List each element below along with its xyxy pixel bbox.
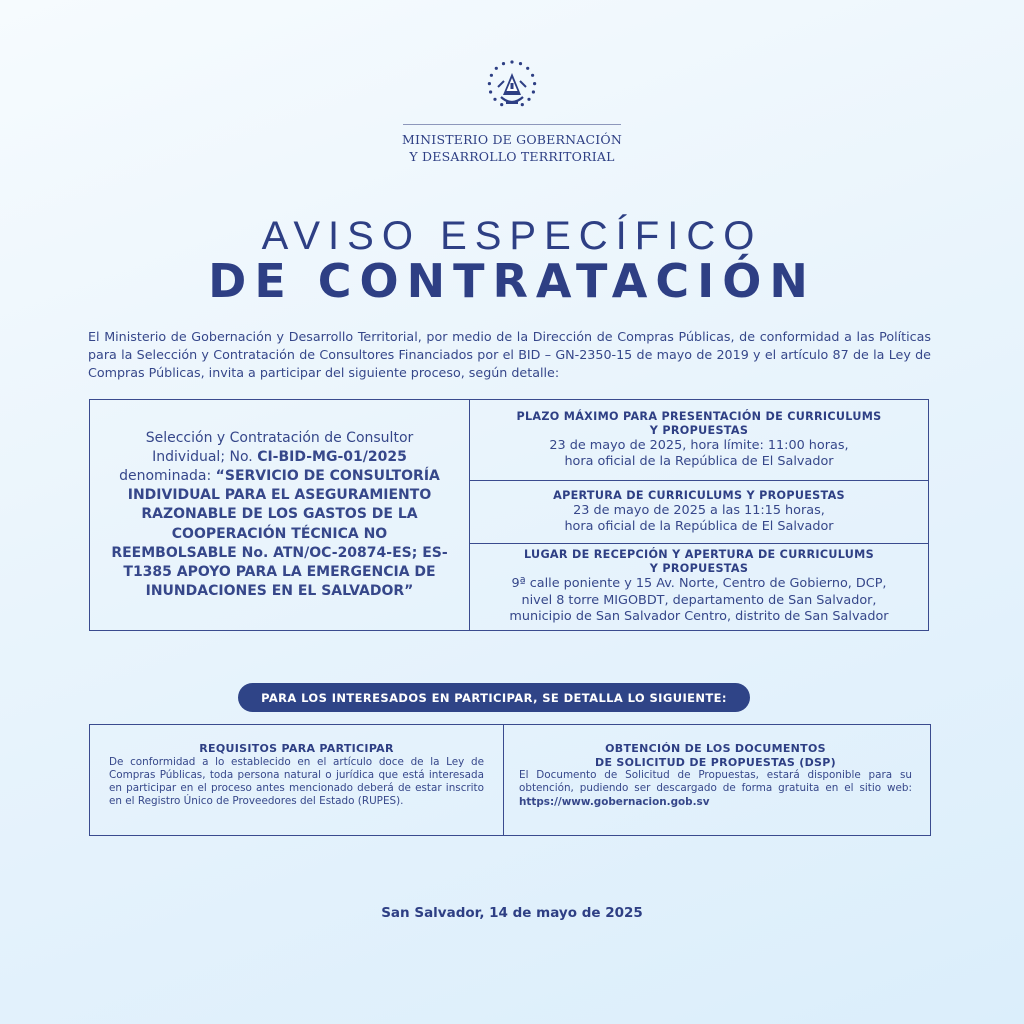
location-cell (470, 543, 928, 630)
deadline-date: 23 de mayo de 2025, hora límite: 11:00 horas, (549, 437, 849, 453)
deadline-cell (470, 400, 928, 480)
date-footer: San Salvador, 14 de mayo de 2025 (381, 905, 643, 921)
process-description (90, 400, 470, 630)
location-line3: municipio de San Salvador Centro, distrito de San Salvador (509, 609, 889, 625)
process-denom: denominada: (119, 467, 212, 484)
documents-text: El Documento de Solicitud de Propuestas, estará disponible para su obtención, pudiendo ser descargado de forma gratuita en el sitio web: (519, 769, 912, 795)
ministry-name-line2: Y DESARROLLO TERRITORIAL (409, 149, 615, 164)
process-table (89, 399, 929, 631)
opening-timezone: hora oficial de la República de El Salvador (564, 519, 834, 534)
process-lead: Selección y Contratación de Consultor Individual; No. (145, 429, 414, 465)
documents-heading: OBTENCIÓN DE LOS DOCUMENTOS (605, 742, 826, 755)
deadline-heading: PLAZO MÁXIMO PARA PRESENTACIÓN DE CURRICULUMS (516, 409, 882, 423)
opening-date: 23 de mayo de 2025 a las 11:15 horas, (573, 502, 825, 518)
documents-url[interactable]: https://www.gobernacion.gob.sv (519, 795, 710, 808)
location-heading-2: Y PROPUESTAS (649, 562, 749, 576)
documents-cell (504, 725, 930, 835)
requirements-cell (90, 725, 504, 835)
el-salvador-coat-of-arms-icon (482, 57, 542, 117)
title-line1: AVISO ESPECÍFICO (261, 214, 763, 258)
requirements-heading: REQUISITOS PARA PARTICIPAR (199, 742, 394, 755)
process-code: CI-BID-MG-01/2025 (257, 448, 407, 465)
location-line2: nivel 8 torre MIGOBDT, departamento de San Salvador, (521, 592, 877, 608)
intro-paragraph: El Ministerio de Gobernación y Desarrollo Territorial, por medio de la Dirección de Compras Públicas, de conformidad a las Políticas para la Selección y Contratación de Consultores Financiados por el BID – GN-2350-15 de mayo de 2019 y el artículo 87 de la Ley de Compras Públicas, invita a participar del siguiente proceso, según detalle: (88, 329, 931, 380)
process-details (470, 400, 928, 630)
documents-heading-2: DE SOLICITUD DE PROPUESTAS (DSP) (595, 755, 836, 769)
deadline-timezone: hora oficial de la República de El Salvador (564, 454, 834, 469)
deadline-heading-2: Y PROPUESTAS (649, 423, 749, 437)
opening-cell (470, 480, 928, 543)
ministry-name: MINISTERIO DE GOBERNACIÓN (402, 132, 622, 147)
info-table (89, 724, 931, 836)
location-heading: LUGAR DE RECEPCIÓN Y APERTURA DE CURRICULUMS (524, 548, 874, 562)
opening-heading: APERTURA DE CURRICULUMS Y PROPUESTAS (553, 488, 845, 502)
logo-divider (403, 124, 621, 125)
requirements-body: De conformidad a lo establecido en el artículo doce de la Ley de Compras Públicas, toda persona natural o jurídica que está interesada en participar en el proceso antes mencionado deberá de estar inscrito en el Registro Único de Proveedores del Estado (RUPES). (109, 755, 484, 808)
participants-banner: PARA LOS INTERESADOS EN PARTICIPAR, SE DETALLA LO SIGUIENTE: (238, 683, 750, 712)
location-line1: 9ª calle poniente y 15 Av. Norte, Centro de Gobierno, DCP, (511, 576, 887, 592)
process-name: “SERVICIO DE CONSULTORÍA INDIVIDUAL PARA EL ASEGURAMIENTO RAZONABLE DE LOS GASTOS DE LA COOPERACIÓN TÉCNICA NO REEMBOLSABLE No. ATN/OC-20874-ES; ES-T1385 APOYO PARA LA EMERGENCIA DE INUNDACIONES EN EL SALVADOR” (111, 467, 448, 600)
title-line2: DE CONTRATACIÓN (208, 254, 816, 308)
documents-body (519, 769, 912, 809)
